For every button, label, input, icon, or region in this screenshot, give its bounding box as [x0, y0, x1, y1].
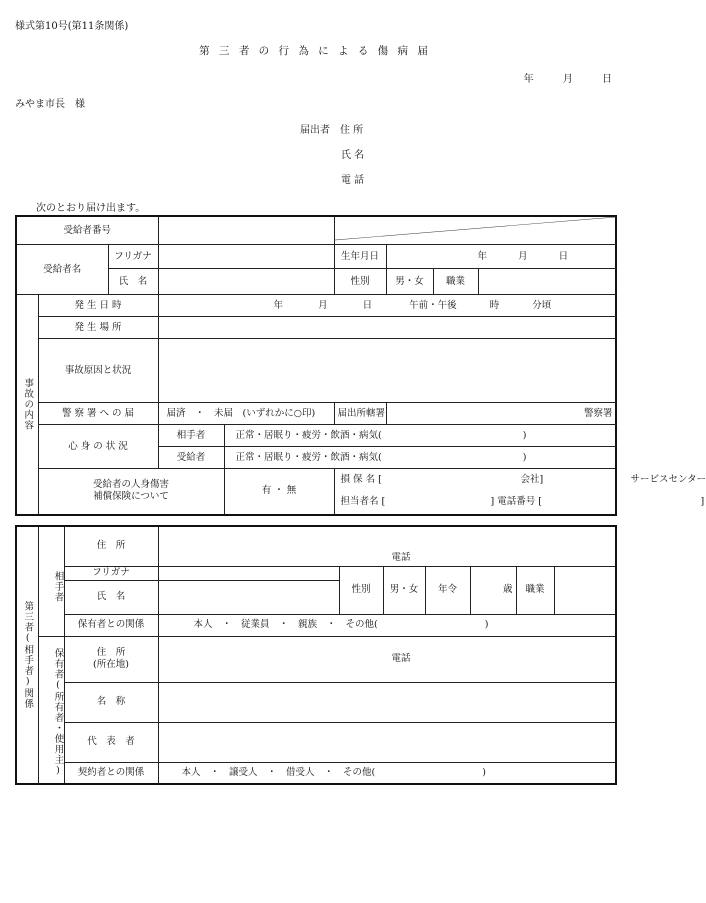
date-year: 年: [523, 74, 534, 85]
name-sub-label: 氏 名: [108, 269, 158, 295]
place-field[interactable]: [158, 317, 616, 339]
birthdate-field[interactable]: [386, 245, 616, 269]
contract-relation-options: 本人 ・ 譲受人 ・ 借受人 ・ その他(: [181, 766, 376, 778]
representative-field[interactable]: [158, 722, 616, 762]
blank-diagonal-cell: [334, 216, 616, 245]
form-title: 第 三 者 の 行 為 に よ る 傷 病 届: [199, 45, 431, 57]
party-furigana-label: フリガナ: [64, 566, 158, 580]
party-age-field[interactable]: [470, 566, 516, 614]
intro-text: 次のとおり届け出ます。: [36, 203, 146, 214]
insurer-line: [335, 469, 706, 491]
recipient-name-field[interactable]: [158, 269, 334, 295]
birthdate-label: 生年月日: [334, 245, 386, 269]
condition-close-1: ): [522, 429, 527, 441]
condition-options-1: 正常・居眠り・疲労・飲酒・病気(: [235, 429, 382, 441]
cause-label: 事故原因と状況: [38, 339, 158, 403]
owner-address-line-2: (所在地): [93, 659, 129, 670]
holder-relation-options: 本人 ・ 従業員 ・ 親族 ・ その他(: [193, 619, 378, 630]
police-office-label: 届出所轄署: [334, 403, 386, 425]
birth-month-label: 月: [518, 250, 528, 262]
dt-day: 日: [362, 299, 373, 311]
owner-address-field[interactable]: [158, 636, 616, 682]
condition-close-2: ): [522, 451, 527, 463]
applicant-name-label: 氏 名: [341, 150, 365, 161]
recipient-name-label: 受給者名: [16, 245, 108, 295]
police-options[interactable]: 届済 ・ 未届 (いずれかに○印): [158, 403, 334, 425]
form-number: 様式第10号(第11条関係): [15, 21, 129, 32]
party-occupation-field[interactable]: [554, 566, 616, 614]
representative-label: 代 表 者: [64, 722, 158, 762]
party-age-label: 年令: [425, 566, 470, 614]
diagonal-line: [335, 217, 616, 240]
sex-options[interactable]: 男・女: [386, 269, 433, 295]
recipient-number-label: 受給者番号: [16, 216, 158, 245]
other-party-condition[interactable]: [224, 425, 616, 447]
occupation-field[interactable]: [478, 269, 616, 295]
insurance-options[interactable]: 有 ・ 無: [224, 469, 334, 515]
police-office-field[interactable]: [386, 403, 616, 425]
insurance-label-line-1: 受給者の人身傷害: [93, 479, 170, 491]
party-address-field[interactable]: [158, 526, 616, 566]
owner-address-label: [64, 636, 158, 682]
accident-section-label: 事故の内容: [16, 295, 38, 515]
other-party-label: 相手者: [158, 425, 224, 447]
applicant-address-label: 届出者 住 所: [300, 125, 364, 136]
third-party-section-label: 第三者(相手者)関係: [16, 526, 38, 784]
accident-table: [15, 215, 706, 516]
furigana-field[interactable]: [158, 245, 334, 269]
place-label: 発 生 場 所: [38, 317, 158, 339]
police-label: 警 察 署 へ の 届: [38, 403, 158, 425]
recipient-condition-label: 受給者: [158, 447, 224, 469]
party-sex-label: 性別: [339, 566, 383, 614]
insurer-label: 損 保 名 [: [340, 474, 382, 486]
dt-month: 月: [318, 299, 328, 311]
owner-name-label: 名 称: [64, 682, 158, 722]
party-label: 相手者: [38, 526, 64, 636]
furigana-label: フリガナ: [108, 245, 158, 269]
birth-day-label: 日: [558, 250, 569, 262]
owner-phone-label: 電話: [391, 653, 411, 664]
holder-relation-field[interactable]: [158, 614, 616, 636]
date-month: 月: [562, 74, 573, 85]
applicant-phone-label: 電 話: [341, 175, 365, 186]
datetime-field[interactable]: [158, 295, 616, 317]
party-phone-label: 電話: [391, 551, 411, 563]
owner-name-field[interactable]: [158, 682, 616, 722]
condition-label: 心 身 の 状 況: [38, 425, 158, 469]
staff-label: 担当者名 [: [340, 496, 386, 508]
condition-options-2: 正常・居眠り・疲労・飲酒・病気(: [235, 451, 382, 463]
third-party-table: [15, 525, 617, 785]
date-day: 日: [602, 74, 612, 85]
addressee: みやま市長 様: [15, 99, 85, 110]
insurer-details[interactable]: [334, 469, 706, 515]
police-suffix: 警察署: [584, 407, 613, 419]
recipient-condition[interactable]: [224, 447, 616, 469]
party-age-unit: 歳: [502, 584, 513, 595]
cause-field[interactable]: [158, 339, 616, 403]
submission-date[interactable]: [498, 70, 612, 85]
owner-address-line-1: 住 所: [96, 647, 126, 658]
service-center: サービスセンター: [630, 474, 706, 486]
insurance-label: [38, 469, 224, 515]
party-name-label: 氏 名: [64, 580, 158, 614]
party-furigana-field[interactable]: [158, 566, 339, 580]
party-name-field[interactable]: [158, 580, 339, 614]
sex-label: 性別: [334, 269, 386, 295]
party-occupation-label: 職業: [516, 566, 554, 614]
datetime-label: 発 生 日 時: [38, 295, 158, 317]
company-suffix: 会社]: [520, 474, 544, 486]
insurance-label-line-2: 補償保険について: [93, 491, 169, 503]
dt-minute: 分頃: [532, 299, 552, 311]
bracket-close: ]: [700, 496, 705, 508]
recipient-number-field[interactable]: [158, 216, 334, 245]
birth-year-label: 年: [477, 250, 488, 262]
staff-line: [335, 491, 705, 513]
phone-label: ] 電話番号 [: [490, 496, 542, 508]
owner-label: 保有者(所有者・使用主): [38, 636, 64, 784]
contract-relation-close: ): [482, 766, 486, 778]
occupation-label: 職業: [433, 269, 478, 295]
holder-relation-close: ): [484, 619, 489, 630]
contract-relation-label: 契約者との関係: [64, 762, 158, 784]
contract-relation-field[interactable]: [158, 762, 616, 784]
party-address-label: 住 所: [64, 526, 158, 566]
holder-relation-label: 保有者との関係: [64, 614, 158, 636]
party-sex-options[interactable]: 男・女: [383, 566, 425, 614]
dt-ampm: 午前・午後: [409, 299, 457, 311]
dt-year: 年: [273, 299, 284, 311]
dt-hour: 時: [489, 299, 500, 311]
